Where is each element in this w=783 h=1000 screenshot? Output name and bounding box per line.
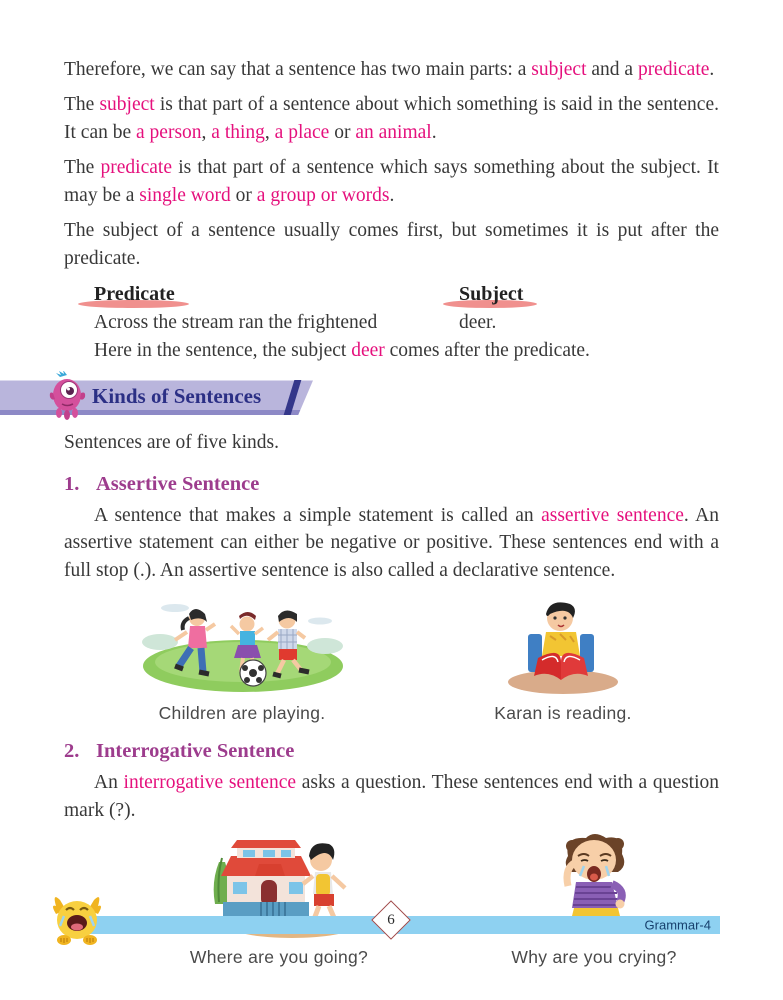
paragraph-subject-order: The subject of a sentence usually comes first, but sometimes it is put after the predicate.: [64, 220, 719, 269]
text-segment: A sentence that makes a simple statement is called an: [94, 504, 542, 526]
text-segment: is that part of a sentence which says something about the subject. It may be a: [64, 157, 719, 206]
example-header-row: [94, 280, 719, 309]
text-segment: The: [64, 94, 100, 116]
text-segment: is that part of a sentence about which something is said in the sentence. It can be: [64, 94, 719, 143]
section-title-assertive: [64, 473, 719, 496]
text-segment: and a: [586, 59, 638, 80]
figure-boy-reading: [438, 596, 688, 724]
text-segment: The: [64, 157, 101, 179]
example-block: [94, 280, 719, 364]
paragraph-predicate-definition: [64, 154, 719, 209]
text-segment: An: [94, 772, 124, 794]
kinds-intro-text: Sentences are of five kinds.: [64, 432, 279, 454]
section-title-text: Assertive Sentence: [96, 472, 260, 495]
boy-reading-book-illustration: [498, 596, 628, 696]
interrogative-paragraph: [64, 769, 719, 824]
predicate-label-text: Predicate: [94, 283, 175, 306]
subject-label: [459, 280, 523, 308]
book-label: Grammar-4: [644, 917, 711, 933]
section-title-text: Interrogative Sentence: [96, 740, 295, 763]
assertive-figures-row: [64, 596, 719, 724]
paragraph-two-main-parts: [64, 56, 719, 83]
text-segment: ,: [264, 121, 275, 143]
figure-boy-leaving-house: [124, 832, 434, 968]
example-predicate-text: Across the stream ran the frightened: [94, 312, 378, 334]
highlight-single-word: single word: [139, 184, 231, 206]
section-number: 1.: [64, 472, 80, 495]
example-note: [94, 337, 719, 365]
highlight-subject: subject: [531, 59, 587, 80]
section-title-interrogative: [64, 740, 719, 763]
pink-squid-monster-icon: [46, 371, 88, 426]
text-segment: ,: [201, 121, 212, 143]
highlight-assertive-sentence: assertive sentence: [541, 504, 684, 526]
text-segment: .: [389, 184, 395, 206]
caption-children-playing: Children are playing.: [158, 703, 326, 724]
caption-where-going: Where are you going?: [189, 947, 369, 968]
highlight-a-place: a place: [274, 121, 330, 143]
text-segment: Therefore, we can say that a sentence has two main parts: a: [64, 59, 532, 80]
text-segment: or: [329, 121, 356, 143]
highlight-interrogative-sentence: interrogative sentence: [123, 772, 296, 794]
text-segment: Here in the sentence, the subject: [94, 339, 352, 361]
text-segment: or: [230, 184, 257, 206]
subject-label-text: Subject: [459, 283, 524, 306]
example-sentence-row: [94, 309, 719, 337]
example-subject-text: deer.: [459, 312, 497, 334]
highlight-subject: subject: [99, 94, 155, 116]
text-segment: asks a question. These sentences end with a question mark (?).: [64, 772, 719, 821]
figure-crying-baby: [474, 832, 714, 968]
predicate-column-header: [94, 280, 459, 309]
text-segment: .: [431, 121, 437, 143]
highlight-predicate: predicate: [100, 157, 172, 179]
kinds-of-sentences-banner: [0, 380, 313, 415]
highlight-predicate: predicate: [637, 59, 710, 80]
figure-children-playing: [92, 596, 392, 724]
section-number: 2.: [64, 740, 80, 763]
highlight-a-thing: a thing: [211, 121, 265, 143]
assertive-paragraph: [64, 502, 719, 584]
text-segment: comes after the predicate.: [384, 339, 590, 361]
caption-karan-reading: Karan is reading.: [494, 703, 632, 724]
page-number: 6: [387, 911, 395, 928]
highlight-group-of-words: a group or words: [256, 184, 390, 206]
caption-why-crying: Why are you crying?: [511, 947, 677, 968]
text-segment: .: [709, 59, 715, 80]
paragraph-subject-definition: [64, 91, 719, 146]
banner-title: Kinds of Sentences: [92, 384, 262, 409]
highlight-deer: deer: [351, 339, 385, 361]
highlight-a-person: a person: [136, 121, 202, 143]
highlight-an-animal: an animal: [355, 121, 432, 143]
text-segment: . An assertive statement can either be negative or positive. These sentences end with a full stop (.). An assertive sentence is also called a declarative sentence.: [64, 504, 719, 581]
predicate-label: [94, 280, 175, 308]
subject-column-header: [459, 280, 523, 309]
yellow-crying-monster-icon: [48, 890, 106, 951]
children-playing-football-illustration: [135, 596, 350, 696]
